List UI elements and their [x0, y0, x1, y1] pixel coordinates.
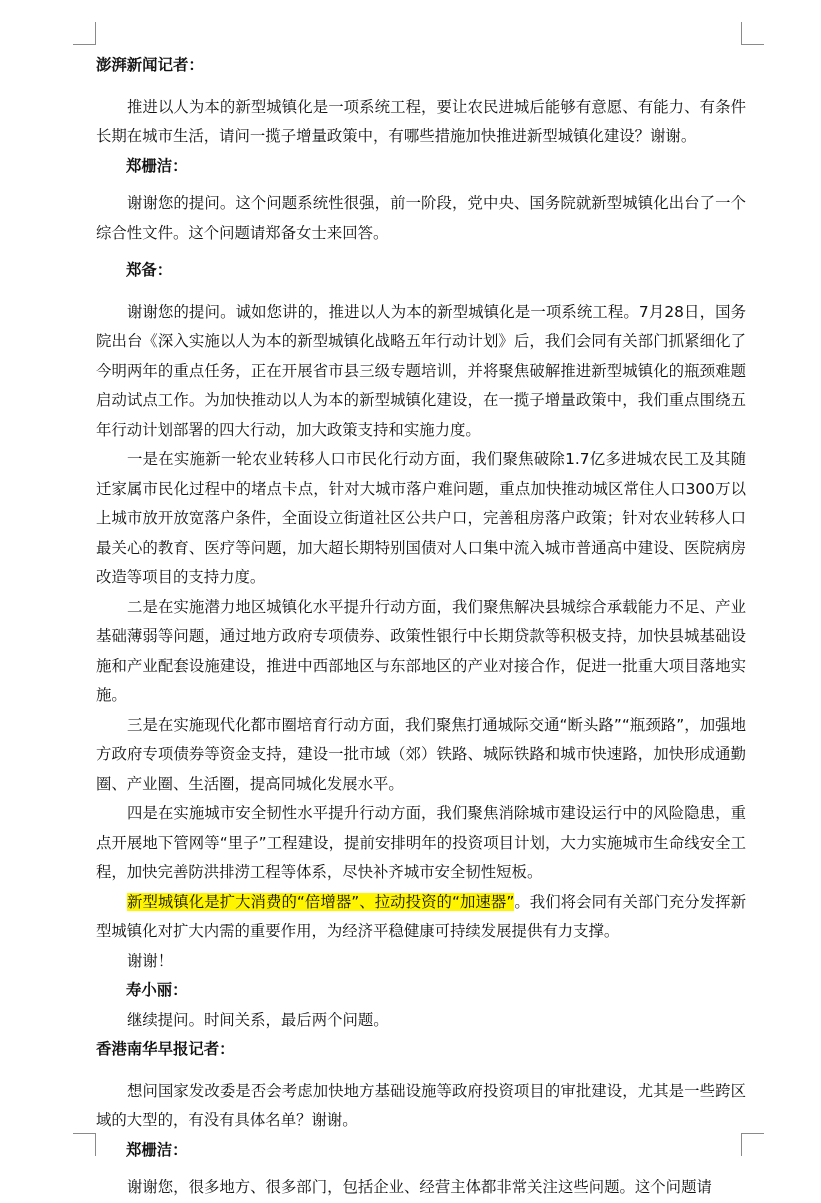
document-body: [96, 51, 746, 1203]
crop-mark-bottom-left: [73, 1133, 96, 1156]
highlighted-text: 新型城镇化是扩大消费的“倍增器”、拉动投资的“加速器”: [127, 892, 515, 911]
answer-paragraph: 一是在实施新一轮农业转移人口市民化行动方面，我们聚焦破除1.7亿多进城农民工及其随迁家属市民化过程中的堵点卡点，针对大城市落户难问题，重点加快推动城区常住人口300万以上城市放开放宽落户条件，全面设立街道社区公共户口，完善租房落户政策；针对农业转移人口最关心的教育、医疗等问题，加大超长期特别国债对人口集中流入城市普通高中建设、医院病房改造等项目的支持力度。: [96, 450, 746, 586]
highlighted-paragraph: [96, 888, 746, 947]
crop-mark-top-left: [73, 22, 96, 45]
answer-paragraph: 三是在实施现代化都市圈培育行动方面，我们聚焦打通城际交通“断头路”“瓶颈路”，加强地方政府专项债券等资金支持，建设一批市域（郊）铁路、城际铁路和城市快速路，加快形成通勤圈、产业圈、生活圈，提高同城化发展水平。: [96, 715, 746, 793]
answer-paragraph: 谢谢您的提问。这个问题系统性很强，前一阶段，党中央、国务院就新型城镇化出台了一个综合性文件。这个问题请郑备女士来回答。: [96, 194, 746, 242]
question-paragraph: 想问国家发改委是否会考虑加快地方基础设施等政府投资项目的审批建设，尤其是一些跨区域的大型的，有没有具体名单？谢谢。: [96, 1081, 746, 1129]
question-paragraph: 推进以人为本的新型城镇化是一项系统工程，要让农民进城后能够有意愿、有能力、有条件长期在城市生活，请问一揽子增量政策中，有哪些措施加快推进新型城镇化建设？谢谢。: [96, 97, 746, 145]
answer-paragraph: 二是在实施潜力地区城镇化水平提升行动方面，我们聚焦解决县城综合承载能力不足、产业基础薄弱等问题，通过地方政府专项债券、政策性银行中长期贷款等积极支持，加快县城基础设施和产业配套设施建设，推进中西部地区与东部地区的产业对接合作，促进一批重大项目落地实施。: [96, 597, 746, 704]
speaker-label: 郑栅洁：: [126, 1140, 188, 1159]
answer-paragraph: 四是在实施城市安全韧性水平提升行动方面，我们聚焦消除城市建设运行中的风险隐患，重点开展地下管网等“里子”工程建设，提前安排明年的投资项目计划，大力实施城市生命线安全工程，加快完善防洪排涝工程等体系，尽快补齐城市安全韧性短板。: [96, 804, 746, 881]
speaker-label: 郑备：: [126, 261, 173, 279]
crop-mark-top-right: [741, 22, 764, 45]
speaker-label: 寿小丽：: [126, 981, 188, 999]
moderator-paragraph: 继续提问。时间关系，最后两个问题。: [127, 1010, 389, 1029]
answer-paragraph: 谢谢您的提问。诚如您讲的，推进以人为本的新型城镇化是一项系统工程。7月28日，国务院出台《深入实施以人为本的新型城镇化战略五年行动计划》后，我们会同有关部门抓紧细化了今明两年的重点任务，正在开展省市县三级专题培训，并将聚焦破解推进新型城镇化的瓶颈难题启动试点工作。为加快推动以人为本的新型城镇化建设，在一揽子增量政策中，我们重点围绕五年行动计划部署的四大行动，加大政策支持和实施力度。: [96, 302, 746, 439]
answer-paragraph: 谢谢！: [127, 951, 174, 970]
answer-paragraph: 谢谢您，很多地方、很多部门，包括企业、经营主体都非常关注这些问题。这个问题请: [127, 1178, 712, 1196]
speaker-label: 香港南华早报记者：: [96, 1040, 235, 1058]
speaker-label: 郑栅洁：: [126, 156, 188, 175]
speaker-label: 澎湃新闻记者：: [96, 56, 204, 74]
paragraph-text: 。我们将会同有关部门充分发挥新型城镇化对扩大内需的重要作用，为经济平稳健康可持续发展提供有力支撑。: [96, 892, 746, 940]
